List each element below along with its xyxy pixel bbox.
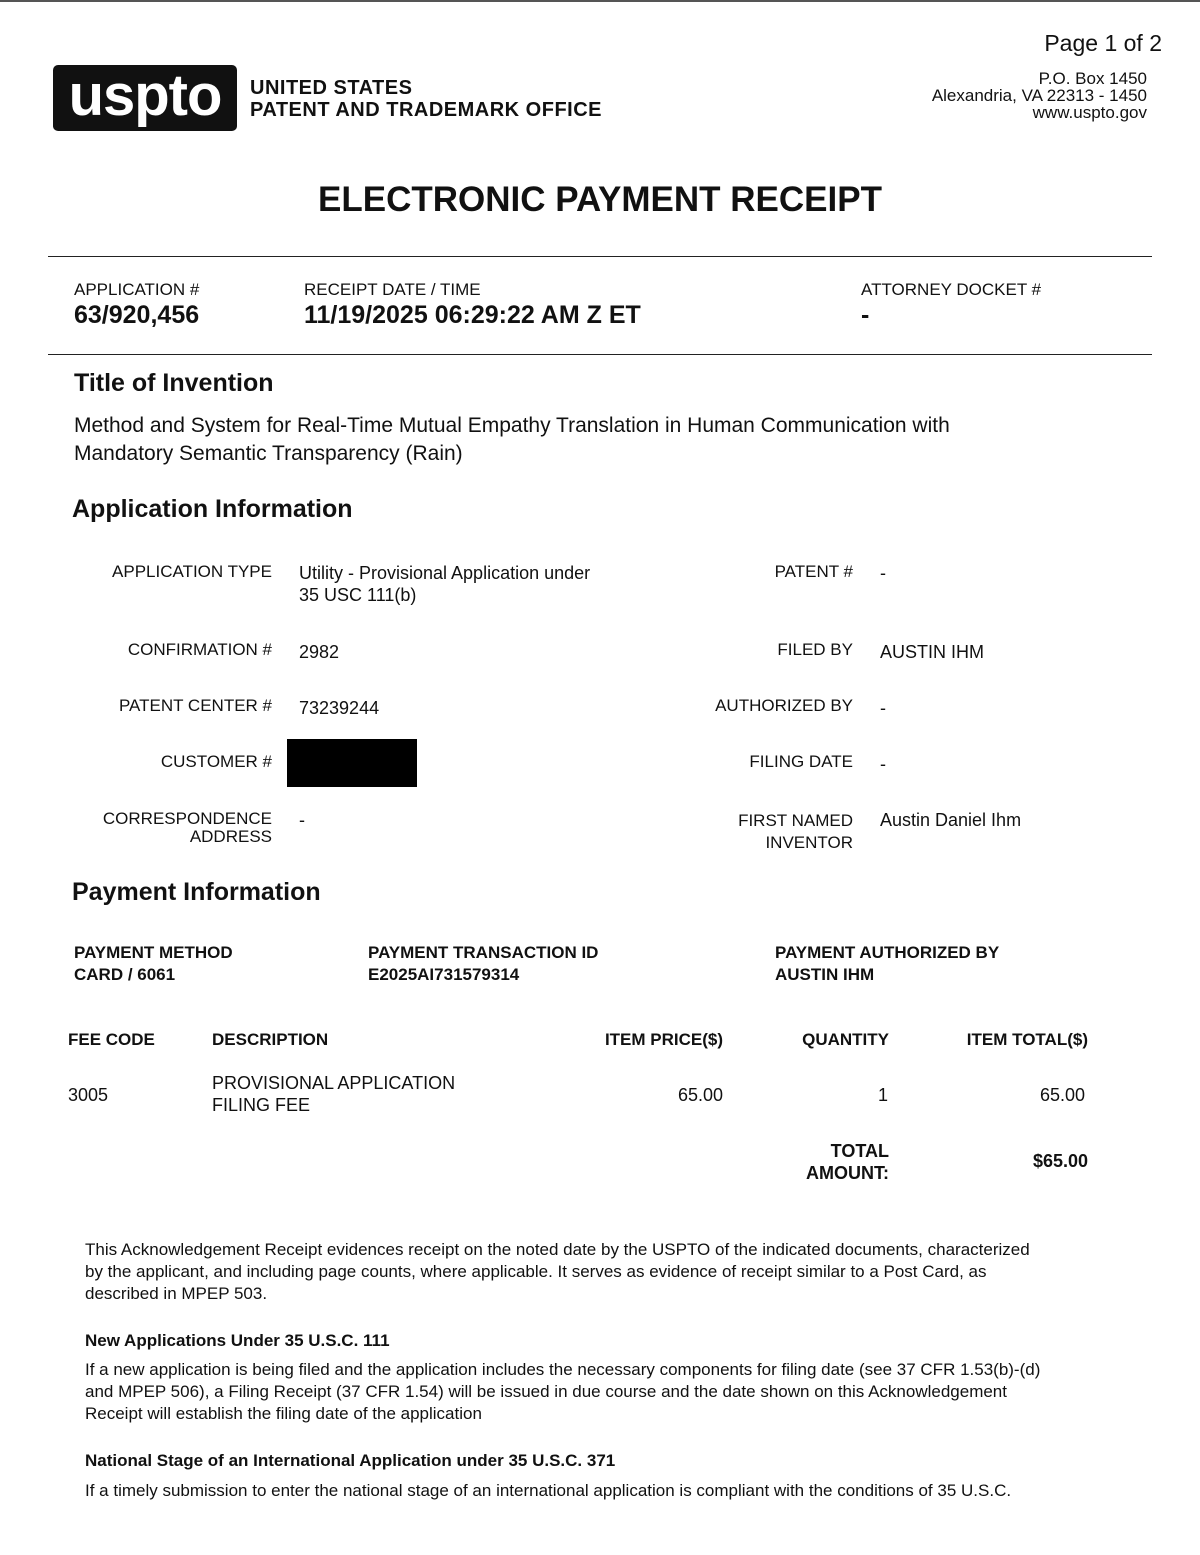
application-info-heading: Application Information [72,495,353,523]
receipt-date-value: 11/19/2025 06:29:22 AM Z ET [304,301,641,329]
patent-number-value: - [880,563,886,583]
confirmation-number-value: 2982 [299,642,340,662]
acknowledgement-intro [85,1239,1030,1305]
address-line-2: Alexandria, VA 22313 - 1450 [931,86,1147,105]
customer-number-label: CUSTOMER # [160,752,272,771]
description-line-2: FILING FEE [212,1095,311,1115]
national-stage-heading: National Stage of an International Application under 35 U.S.C. 371 [85,1451,616,1470]
confirmation-number-label: CONFIRMATION # [127,640,272,659]
fee-code-header: FEE CODE [68,1030,155,1049]
first-inventor-label-line-1: FIRST NAMED [738,811,853,830]
filed-by-value: AUSTIN IHM [880,642,985,662]
first-inventor-label-line-2: INVENTOR [765,833,853,852]
filed-by-label: FILED BY [777,640,853,659]
document-title: ELECTRONIC PAYMENT RECEIPT [318,180,882,219]
fee-code-cell: 3005 [68,1085,109,1105]
application-type-line-2: 35 USC 111(b) [299,585,417,605]
correspondence-label-line-1: CORRESPONDENCE [102,809,272,828]
application-number-value: 63/920,456 [74,301,200,329]
application-number-label: APPLICATION # [74,280,200,299]
description-line-1: PROVISIONAL APPLICATION [212,1073,456,1093]
divider-bottom [48,354,1152,355]
invention-title [74,412,950,468]
new-applications-heading: New Applications Under 35 U.S.C. 111 [85,1331,390,1350]
payment-info-heading: Payment Information [72,878,321,906]
patent-center-value: 73239244 [299,698,380,718]
office-name-line-1: UNITED STATES [250,77,413,99]
new-applications-text [85,1359,1040,1425]
section1-line-1: If a new application is being filed and the application includes the necessary components for filing date (see 37 CFR 1.53(b)-(d) [85,1360,1041,1379]
section1-line-2: and MPEP 506), a Filing Receipt (37 CFR 1.54) will be issued in due course and the date shown on this Acknowledgement [85,1382,1007,1401]
payment-transaction [368,942,598,986]
application-type-value [299,562,590,606]
payment-authorized [775,942,999,986]
redacted-block [287,739,417,787]
total-amount-value: $65.00 [1032,1151,1088,1171]
page-indicator: Page 1 of 2 [1044,30,1162,56]
national-stage-text: If a timely submission to enter the national stage of an international application is compliant with the conditions of 35 U.S.C. [85,1481,1012,1500]
quantity-header: QUANTITY [802,1030,889,1049]
uspto-logo: uspto [53,65,237,131]
top-border [0,0,1200,2]
first-inventor-label [738,810,853,854]
payment-method-value: CARD / 6061 [74,965,176,984]
payment-method [74,942,233,986]
receipt-date-label: RECEIPT DATE / TIME [304,280,481,299]
total-label-line-1: TOTAL [830,1141,889,1161]
address-line-3: www.uspto.gov [1032,103,1147,122]
filing-date-label: FILING DATE [749,752,853,771]
payment-authorized-value: AUSTIN IHM [775,965,875,984]
description-header: DESCRIPTION [212,1030,329,1049]
item-total-header: ITEM TOTAL($) [966,1030,1088,1049]
filing-date-value: - [880,754,886,774]
total-amount-label [806,1140,889,1184]
first-inventor-value: Austin Daniel Ihm [880,810,1022,830]
invention-title-line-2: Mandatory Semantic Transparency (Rain) [74,442,463,465]
office-address [932,70,1147,121]
office-name [250,77,602,121]
payment-transaction-label: PAYMENT TRANSACTION ID [368,943,599,962]
attorney-docket-value: - [861,301,870,329]
divider-top [48,256,1152,257]
section1-line-3: Receipt will establish the filing date of the application [85,1404,482,1423]
invention-title-line-1: Method and System for Real-Time Mutual Empathy Translation in Human Communication with [74,414,950,437]
intro-line-2: by the applicant, and including page counts, where applicable. It serves as evidence of receipt similar to a Post Card, as [85,1262,987,1281]
intro-line-3: described in MPEP 503. [85,1284,268,1303]
description-cell [212,1072,455,1116]
payment-method-label: PAYMENT METHOD [74,943,233,962]
office-name-line-2: PATENT AND TRADEMARK OFFICE [250,99,602,121]
application-type-line-1: Utility - Provisional Application under [299,563,591,583]
payment-transaction-value: E2025AI731579314 [368,965,520,984]
correspondence-label-line-2: ADDRESS [189,827,272,846]
authorized-by-value: - [880,698,886,718]
correspondence-address-label [103,810,272,846]
patent-number-label: PATENT # [774,562,853,581]
patent-center-label: PATENT CENTER # [118,696,272,715]
item-total-cell: 65.00 [1039,1085,1085,1105]
invention-heading: Title of Invention [74,369,274,397]
quantity-cell: 1 [877,1085,888,1105]
item-price-header: ITEM PRICE($) [604,1030,723,1049]
correspondence-address-value: - [299,810,305,830]
total-label-line-2: AMOUNT: [806,1163,889,1183]
intro-line-1: This Acknowledgement Receipt evidences receipt on the noted date by the USPTO of the indicated documents, characterized [85,1240,1030,1259]
authorized-by-label: AUTHORIZED BY [715,696,853,715]
attorney-docket-label: ATTORNEY DOCKET # [861,280,1042,299]
payment-authorized-label: PAYMENT AUTHORIZED BY [775,943,1000,962]
item-price-cell: 65.00 [677,1085,723,1105]
application-type-label: APPLICATION TYPE [112,562,272,581]
address-line-1: P.O. Box 1450 [1038,69,1147,88]
